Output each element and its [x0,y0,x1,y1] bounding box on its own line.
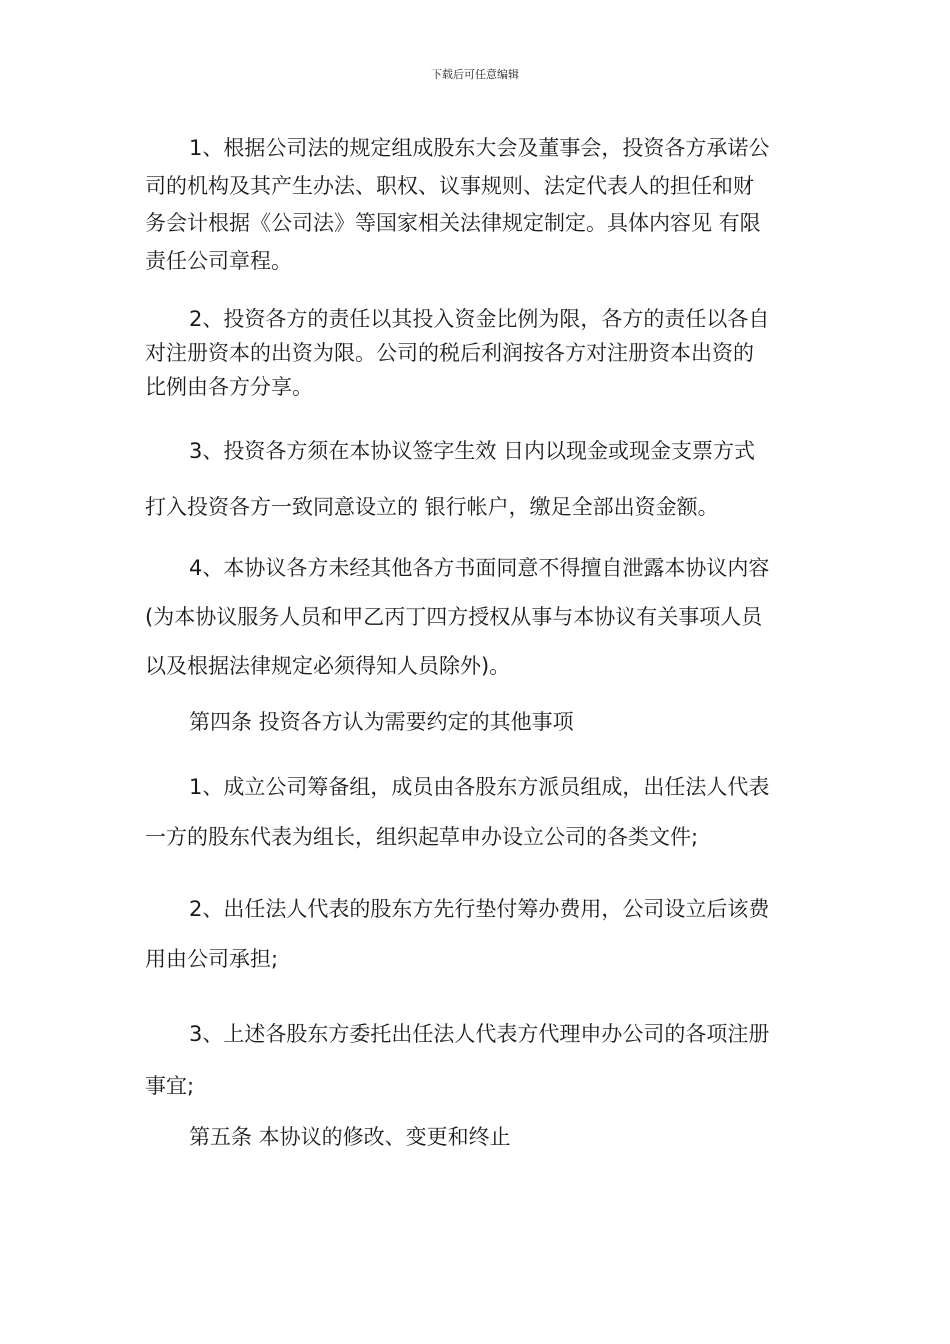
paragraph-line: 事宜; [145,1074,195,1098]
paragraph-line: 比例由各方分享。 [145,375,313,399]
paragraph-line: 以及根据法律规定必须得知人员除外)。 [145,654,511,678]
paragraph-line: 3、投资各方须在本协议签字生效 日内以现金或现金支票方式 [189,439,756,463]
clause-paragraph [145,884,810,984]
paragraph-line: 对注册资本的出资为限。公司的税后利润按各方对注册资本出资的 [145,341,754,365]
paragraph-line: 第四条 投资各方认为需要约定的其他事项 [189,710,574,734]
clause-paragraph [145,302,810,404]
clause-paragraph [145,762,810,862]
paragraph-line: 责任公司章程。 [145,248,292,273]
paragraph-line: 3、上述各股东方委托出任法人代表方代理申办公司的各项注册 [189,1022,770,1046]
paragraph-line: 1、成立公司筹备组，成员由各股东方派员组成，出任法人代表 [189,775,770,799]
paragraph-line: 司的机构及其产生办法、职权、议事规则、法定代表人的担任和财 [145,173,754,198]
paragraph-line: 用由公司承担; [145,947,279,971]
clause-paragraph [145,130,810,280]
paragraph-line: 1、根据公司法的规定组成股东大会及董事会，投资各方承诺公 [189,136,770,160]
paragraph-line: 打入投资各方一致同意设立的 银行帐户，缴足全部出资金额。 [145,495,719,519]
clause-paragraph [145,423,810,535]
paragraph-line: 2、投资各方的责任以其投入资金比例为限，各方的责任以各自 [189,307,770,331]
paragraph-line: 4、本协议各方未经其他各方书面同意不得擅自泄露本协议内容 [189,556,770,580]
article-heading [145,1119,810,1157]
paragraph-line: 一方的股东代表为组长，组织起草申办设立公司的各类文件; [145,825,699,849]
paragraph-line: (为本协议服务人员和甲乙丙丁四方授权从事与本协议有关事项人员 [145,605,763,629]
clause-paragraph [145,1008,810,1112]
paragraph-line: 2、出任法人代表的股东方先行垫付筹办费用，公司设立后该费 [189,897,770,921]
paragraph-line: 务会计根据《公司法》等国家相关法律规定制定。具体内容见 有限 [145,211,761,236]
page-header: 下载后可任意编辑 [431,68,519,81]
article-heading [145,704,810,742]
clause-paragraph [145,544,810,691]
paragraph-line: 第五条 本协议的修改、变更和终止 [189,1125,511,1149]
